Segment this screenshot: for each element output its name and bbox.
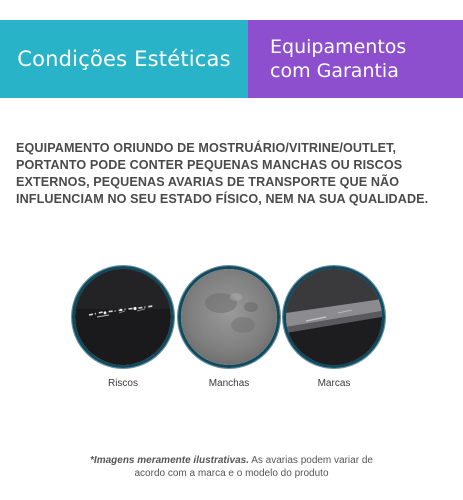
aesthetic-conditions-label: Condições Estéticas <box>17 47 231 71</box>
footnote-text-1: As avarias podem variar de <box>249 455 373 466</box>
warranty-title-line1: Equipamentos <box>270 36 407 58</box>
header-banner <box>0 20 463 98</box>
notice-line-2: PORTANTO PODE CONTER PEQUENAS MANCHAS OU RISCOS <box>16 158 403 172</box>
footnote-text-2: acordo com a marca e o modelo do produto <box>134 468 329 479</box>
warranty-title <box>248 20 463 98</box>
sample-marks <box>279 266 389 389</box>
notice-line-1: EQUIPAMENTO ORIUNDO DE MOSTRUÁRIO/VITRINE/OUTLET, <box>16 141 397 155</box>
notice-line-3: EXTERNOS, PEQUENAS AVARIAS DE TRANSPORTE QUE NÃO <box>16 175 400 189</box>
damage-samples <box>0 258 463 408</box>
sample-stains <box>174 266 284 389</box>
footnote-emphasis: *Imagens meramente ilustrativas. <box>90 455 249 466</box>
sample-scratches <box>68 266 178 389</box>
marks-sample-image <box>283 266 385 368</box>
aesthetic-conditions-title <box>0 20 248 98</box>
scratches-sample-image <box>72 266 174 368</box>
illustrative-images-footnote <box>0 454 463 480</box>
notice-line-4: INFLUENCIAM NO SEU ESTADO FÍSICO, NEM NA SUA QUALIDADE. <box>16 192 429 206</box>
sample-label-scratches: Riscos <box>107 378 138 389</box>
sample-label-stains: Manchas <box>208 378 250 389</box>
warranty-title-line2: com Garantia <box>270 60 399 82</box>
condition-notice <box>16 140 456 208</box>
stains-sample-image <box>178 266 280 368</box>
sample-label-marks: Marcas <box>317 378 351 389</box>
